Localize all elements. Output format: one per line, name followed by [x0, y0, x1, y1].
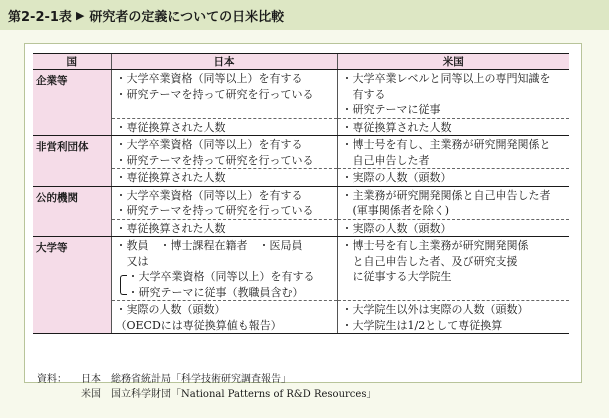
cell-line: (軍事関係者を除く) [341, 204, 450, 217]
cell-line: ・専従換算された人数 [115, 221, 226, 235]
source-text: 国立科学財団「National Patterns of R&D Resources」 [111, 389, 377, 400]
category-cell: 非営利団体 [33, 136, 111, 187]
usa-definition-cell [337, 186, 569, 219]
category-cell: 企業等 [33, 70, 111, 136]
table-row [33, 70, 569, 119]
cell-line: ・専従換算された人数 [115, 171, 226, 184]
bracket-mark [120, 275, 127, 295]
cell-line: ・大学院生以外は実際の人数（頭数） [341, 303, 529, 316]
japan-definition-cell [111, 136, 337, 169]
cell-line: ・大学卒業資格（同等以上）を有する [115, 188, 303, 202]
cell-line: ・主業務が研究開発関係と自己申告した者 [341, 188, 551, 202]
japan-definition-cell [111, 237, 337, 301]
source-line [37, 387, 376, 402]
japan-definition-cell [111, 70, 337, 119]
cell-line: 又は [115, 254, 149, 268]
cell-line: ・専従換算された人数 [341, 120, 452, 134]
japan-definition-cell [111, 186, 337, 219]
cell-line: と自己申告した者、及び研究支援 [341, 254, 518, 268]
cell-line: ・研究テーマを持って研究を行っている [115, 153, 314, 167]
cell-line: （OECDには専従換算値も報告） [115, 318, 282, 332]
cell-line: 有する [341, 87, 386, 101]
header-country: 国 [33, 54, 111, 70]
header-japan: 日本 [111, 54, 337, 70]
cell-line: ・実際の人数（頭数） [341, 221, 452, 235]
cell-line: ・専従換算された人数 [115, 120, 226, 134]
table-row [33, 219, 569, 237]
cell-line: ・博士号を有し主業務が研究開発関係 [341, 239, 529, 252]
table-row [33, 136, 569, 169]
table-row [33, 186, 569, 219]
cell-line: 自己申告した者 [341, 153, 430, 167]
cell-line: ・博士号を有し、主業務が研究開発関係と [341, 138, 551, 151]
source-line [37, 372, 376, 387]
header-usa: 米国 [337, 54, 569, 70]
usa-count-cell [337, 219, 569, 237]
table-row [33, 169, 569, 187]
table-header-row [33, 54, 569, 70]
bracketed-conditions [116, 269, 334, 300]
category-cell: 大学等 [33, 237, 111, 334]
table-number: 第2-2-1表 [8, 9, 72, 25]
cell-line: ・研究テーマに従事 [341, 103, 441, 116]
usa-definition-cell [337, 136, 569, 169]
page-title: 研究者の定義についての日米比較 [89, 9, 285, 25]
source-country: 米国 [81, 389, 101, 400]
cell-line: ・大学卒業資格（同等以上）を有する [115, 72, 303, 85]
usa-definition-cell [337, 70, 569, 119]
table-row [33, 118, 569, 136]
source-text: 総務省統計局「科学技術研究調査報告」 [111, 374, 291, 385]
source-country: 日本 [81, 374, 101, 385]
category-cell: 公的機関 [33, 186, 111, 237]
usa-count-cell [337, 169, 569, 187]
cell-line: ・研究テーマを持って研究を行っている [115, 87, 314, 101]
cell-line: ・実際の人数（頭数） [115, 303, 226, 316]
cell-line: ・研究テーマに従事（教職員含む） [127, 285, 304, 299]
table-row [33, 301, 569, 334]
usa-count-cell [337, 301, 569, 334]
japan-count-cell [111, 301, 337, 334]
cell-line: ・大学卒業資格（同等以上）を有する [115, 138, 303, 151]
comparison-table [33, 53, 569, 334]
japan-count-cell [111, 219, 337, 237]
cell-line: ・研究テーマを持って研究を行っている [115, 204, 314, 217]
cell-line: ・大学卒業資格（同等以上）を有する [127, 270, 315, 283]
cell-line: ・教員 ・博士課程在籍者 ・医局員 [115, 239, 303, 252]
source-label: 資料： [37, 374, 67, 385]
table-row [33, 237, 569, 301]
cell-line: ・大学卒業レベルと同等以上の専門知識を [341, 72, 551, 85]
cell-line: ・大学院生は1/2として専従換算 [341, 318, 503, 332]
japan-count-cell [111, 118, 337, 136]
usa-count-cell [337, 118, 569, 136]
japan-count-cell [111, 169, 337, 187]
source-notes [37, 372, 376, 402]
triangle-right-icon: ▶ [75, 8, 85, 22]
usa-definition-cell [337, 237, 569, 301]
cell-line: に従事する大学院生 [341, 270, 452, 283]
cell-line: ・実際の人数（頭数） [341, 171, 452, 184]
title-bar [0, 0, 609, 30]
